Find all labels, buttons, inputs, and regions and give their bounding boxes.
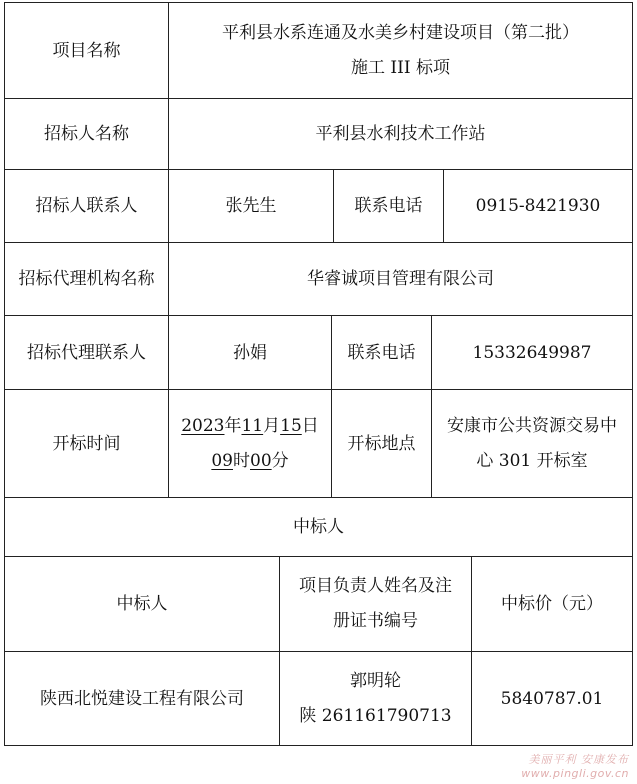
row-winner-header — [4, 497, 633, 556]
watermark-line2: www.pingli.gov.cn — [521, 767, 629, 780]
row-winner-data — [4, 651, 633, 746]
project-name-line2: 施工 III 标项 — [351, 57, 450, 78]
tenderer-phone-label: 联系电话 — [333, 170, 443, 242]
winner-section-title: 中标人 — [293, 517, 344, 537]
agency-phone-label: 联系电话 — [331, 316, 431, 389]
row-opening — [4, 389, 633, 497]
tenderer-contact-label: 招标人联系人 — [35, 196, 138, 216]
col-manager-line1: 项目负责人姓名及注 — [299, 576, 452, 596]
row-tenderer-contact — [4, 169, 633, 242]
agency-label: 招标代理机构名称 — [18, 269, 155, 289]
watermark-line1: 美丽平利 安康发布 — [528, 753, 629, 766]
project-name-label: 项目名称 — [52, 40, 121, 61]
opening-minute: 00 — [250, 450, 272, 471]
opening-place-line2: 心 301 开标室 — [476, 450, 588, 471]
opening-month: 11 — [241, 415, 264, 436]
opening-hour: 09 — [211, 450, 233, 471]
row-winner-columns — [4, 556, 633, 651]
agency-phone: 15332649987 — [431, 316, 632, 389]
opening-year: 2023 — [181, 415, 225, 436]
watermark — [469, 751, 629, 780]
project-name-line1: 平利县水系连通及水美乡村建设项目（第二批） — [222, 22, 579, 43]
row-project-name — [4, 2, 633, 98]
year-unit: 年 — [224, 415, 242, 436]
col-manager — [279, 557, 471, 651]
agency-contact-name: 孙娟 — [168, 316, 331, 389]
agency-value: 华睿诚项目管理有限公司 — [168, 243, 632, 315]
opening-date — [181, 409, 319, 444]
winner-manager — [279, 652, 471, 745]
agency-contact-label: 招标代理联系人 — [27, 342, 146, 363]
bid-result-table — [4, 2, 633, 746]
col-winner: 中标人 — [116, 594, 168, 614]
opening-place-value — [431, 390, 632, 497]
tenderer-phone: 0915-8421930 — [443, 170, 632, 242]
tenderer-label: 招标人名称 — [44, 124, 129, 144]
day-unit: 日 — [301, 415, 319, 436]
col-manager-line2: 册证书编号 — [333, 611, 418, 631]
opening-clock — [211, 444, 288, 479]
winner-manager-name: 郭明轮 — [350, 670, 401, 691]
row-tenderer — [4, 98, 633, 169]
hour-unit: 时 — [233, 450, 250, 471]
tenderer-value: 平利县水利技术工作站 — [168, 99, 632, 169]
opening-place-label: 开标地点 — [331, 390, 431, 497]
opening-time-label: 开标时间 — [52, 433, 121, 454]
tenderer-contact-name: 张先生 — [168, 170, 333, 242]
winner-price: 5840787.01 — [471, 652, 632, 745]
project-name-value — [168, 3, 632, 98]
row-agency — [4, 242, 633, 315]
minute-unit: 分 — [271, 450, 289, 471]
winner-name: 陕西北悦建设工程有限公司 — [40, 688, 244, 709]
row-agency-contact — [4, 315, 633, 389]
month-unit: 月 — [263, 415, 281, 436]
col-price: 中标价（元） — [471, 557, 632, 651]
opening-place-line1: 安康市公共资源交易中 — [447, 415, 617, 436]
opening-time-value — [168, 390, 331, 497]
opening-day: 15 — [280, 415, 302, 436]
winner-manager-cert: 陕 261161790713 — [299, 705, 452, 726]
